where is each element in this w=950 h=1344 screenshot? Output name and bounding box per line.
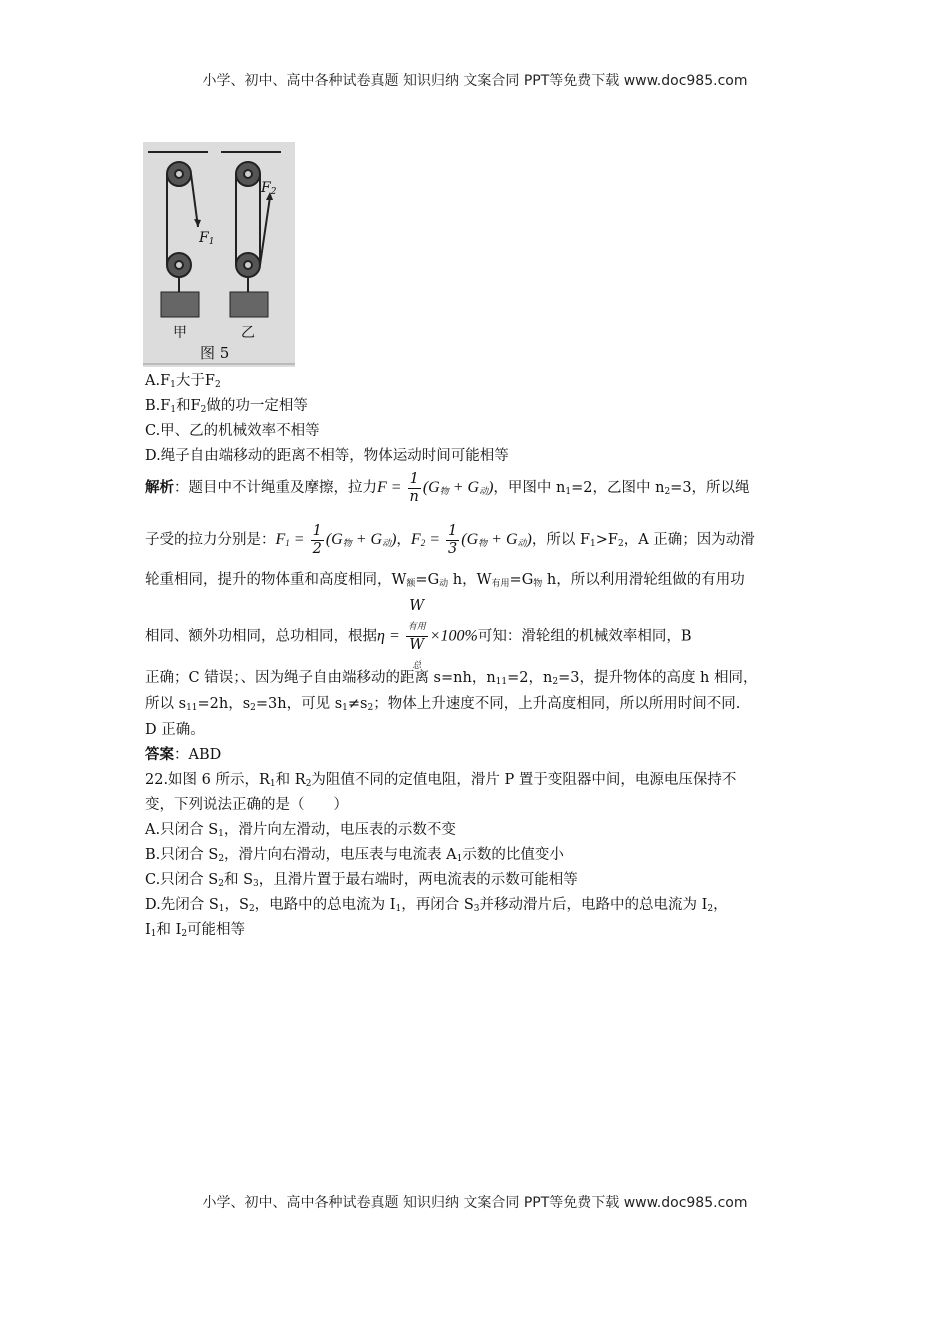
figure-caption: 图 5: [200, 344, 230, 362]
label-f2: $F_2$: [261, 180, 277, 197]
analysis-line-3: 轮重相同，提升的物体重和高度相同，$W_额=G_动$ h，$W_{有用}=G_物$ h，所以利用滑轮组做的有用功: [145, 572, 745, 589]
pulley-figure: [143, 142, 295, 367]
q22-option-c: C.只闭合 $S_2$和 $S_3$，且滑片置于最右端时，两电流表的示数可能相等: [145, 872, 578, 889]
label-f1: $F_1$: [199, 230, 215, 247]
analysis-line-7: D 正确。: [145, 722, 205, 738]
option-b: $B.F_1$和$F_2$做的功一定相等: [145, 398, 308, 415]
analysis-line-6: 所以 $s_{11}=2h$，$s_2=3h$，可见 $s_1\ne s_2$；物体上升速度不同，上升高度相同，所以所用时间不同.: [145, 696, 741, 713]
answer: 答案：ABD: [145, 747, 222, 763]
pulley-diagram: [143, 142, 295, 367]
page-header: 小学、初中、高中各种试卷真题 知识归纳 文案合同 PPT等免费下载 www.doc985.com: [202, 73, 748, 89]
q22-option-a: A.只闭合 $S_1$，滑片向左滑动，电压表的示数不变: [145, 822, 456, 839]
label-jia: 甲: [173, 325, 187, 341]
page-footer: 小学、初中、高中各种试卷真题 知识归纳 文案合同 PPT等免费下载 www.doc985.com: [202, 1195, 748, 1211]
q22-option-d: D.先闭合 $S_1$，$S_2$，电路中的总电流为 $I_1$，再闭合 $S_3$并移动滑片后，电路中的总电流为 $I_2$，: [145, 897, 728, 914]
q22-stem-1: 22.如图 6 所示，$R_1$和 $R_2$为阻值不同的定值电阻，滑片 P 置于变阻器中间，电源电压保持不: [145, 772, 737, 789]
q22-stem-2: 变，下列说法正确的是（ ）: [145, 797, 348, 813]
option-d: D.绳子自由端移动的距离不相等，物体运动时间可能相等: [145, 448, 509, 464]
q22-option-b: B.只闭合 $S_2$，滑片向右滑动，电压表与电流表 $A_1$示数的比值变小: [145, 847, 564, 864]
analysis-line-4: 相同、额外功相同，总功相同，根据η = W $_{有用}$ W $_总$ ×100%可知：滑轮组的机械效率相同，B: [145, 598, 692, 671]
analysis-line-1: 解析：题目中不计绳重及摩擦，拉力F = $\frac{1}{n}$ $(G_物 + G_动)$，甲图中 $n_1=2$，乙图中 $n_2=3$，所以绳: [145, 470, 750, 505]
q22-option-d-cont: $I_1$和 $I_2$可能相等: [145, 922, 246, 939]
label-yi: 乙: [241, 325, 255, 341]
analysis-line-2: 子受的拉力分别是：$F_1$ = $\frac{1}{2}$ $(G_物 + G_动)$，$F_2$ = $\frac{1}{3}$ $(G_物 + G_动)$，所以 $F_1>F_2$，A 正确；因为动滑: [145, 522, 755, 557]
analysis-line-5: 正确；C 错误；、因为绳子自由端移动的距离 s=nh，$n_{11}=2$，$n_2=3$，提升物体的高度 h 相同，: [145, 670, 758, 687]
option-c: C.甲、乙的机械效率不相等: [145, 423, 320, 439]
option-a: $A.F_1$大于$F_2$: [145, 373, 221, 390]
